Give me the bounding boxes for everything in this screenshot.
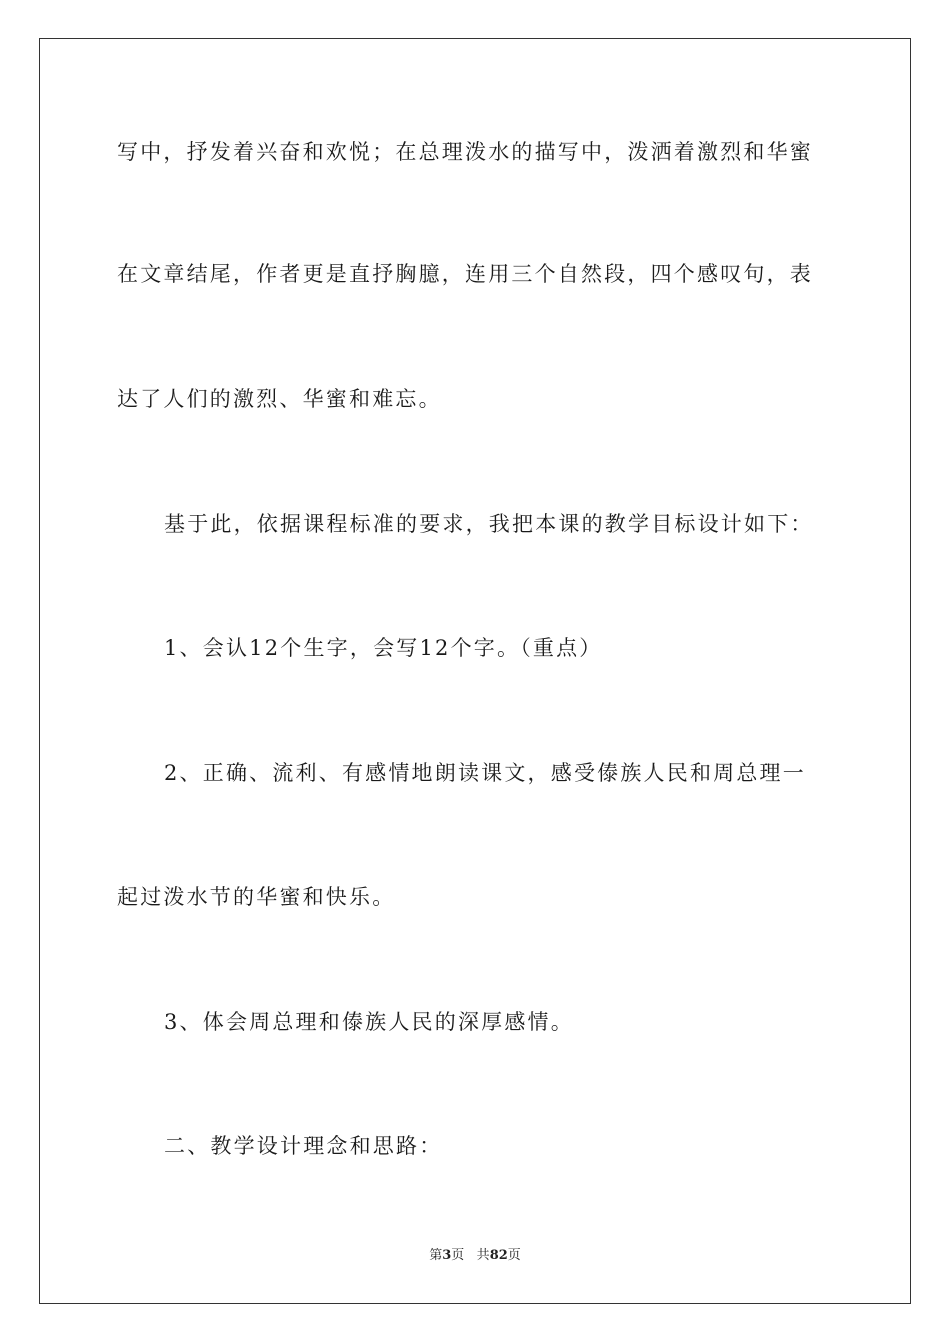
total-prefix: 共: [476, 1248, 490, 1263]
list-item-1: 1、会认12个生字，会写12个字。（重点）: [164, 636, 603, 660]
page-suffix: 页: [451, 1248, 465, 1263]
text-line-1: 写中，抒发着兴奋和欢悦；在总理泼水的描写中，泼洒着激烈和华蜜: [117, 140, 813, 164]
total-suffix: 页: [507, 1248, 521, 1263]
page-number: 3: [442, 1248, 452, 1263]
list-item-2-continued: 起过泼水节的华蜜和快乐。: [117, 885, 396, 909]
text-line-4: 基于此，依据课程标准的要求，我把本课的教学目标设计如下：: [164, 512, 814, 536]
section-heading: 二、教学设计理念和思路：: [164, 1134, 443, 1158]
total-pages: 82: [489, 1248, 508, 1263]
list-item-2: 2、正确、流利、有感情地朗读课文，感受傣族人民和周总理一: [164, 761, 806, 785]
page-prefix: 第: [429, 1248, 443, 1263]
page-border: [39, 38, 911, 1304]
text-line-3: 达了人们的激烈、华蜜和难忘。: [117, 387, 442, 411]
page-footer: [0, 1247, 950, 1265]
text-line-2: 在文章结尾，作者更是直抒胸臆，连用三个自然段，四个感叹句，表: [117, 262, 813, 286]
list-item-3: 3、体会周总理和傣族人民的深厚感情。: [164, 1010, 574, 1034]
